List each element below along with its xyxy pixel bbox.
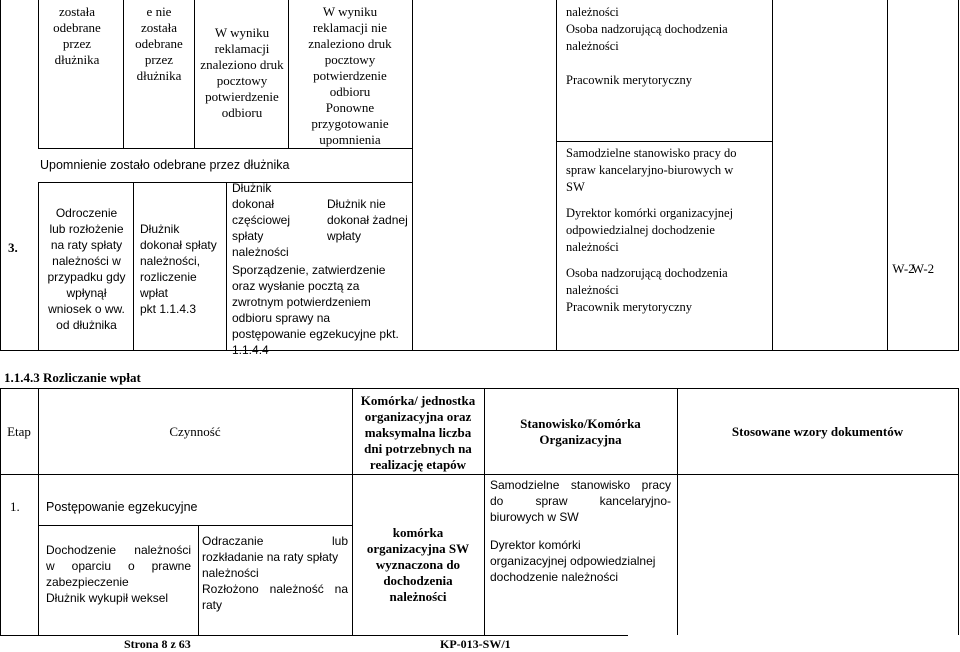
bottom-table-inner-divider: [38, 525, 352, 526]
step-number: 3.: [8, 240, 18, 255]
odroczenie-text: Odroczenie lub rozłożenie na raty spłaty należności w przypadku gdy wpłynął wniosek o ww. od dłużnika: [47, 206, 126, 332]
header-komorka: Komórka/ jednostka organizacyjna oraz maksymalna liczba dni potrzebnych na realizację etapów: [360, 393, 476, 472]
dluznik-splaty-text: Dłużnik dokonał spłaty należności, rozliczenie wpłat pkt 1.1.4.3: [140, 222, 217, 316]
top-table-col-divider: [123, 0, 124, 148]
top-table-right-border: [958, 0, 959, 350]
row-title: Postępowanie egzekucyjne: [46, 500, 198, 514]
row-number: 1.: [10, 499, 20, 514]
footer-rule: [0, 635, 628, 636]
bottom-table-top-border: [0, 388, 959, 389]
form-code-2: W-2: [911, 261, 935, 276]
stanowisko-text: Samodzielne stanowisko pracy do spraw kancelaryjno- biurowych w SW Dyrektor komórki organizacyjnej odpowiedzialnej dochodzenie należności: [490, 478, 671, 584]
bottom-table-inner-divider: [198, 525, 199, 635]
top-table-col-divider: [556, 0, 557, 350]
komorka-text: komórka organizacyjna SW wyznaczona do dochodzenia należności: [366, 525, 470, 604]
top-table-col-divider: [887, 0, 888, 350]
continued-text-col1: została odebrane przez dłużnika: [53, 4, 101, 67]
brak-wplaty-text: Dłużnik nie dokonał żadnej wpłaty: [327, 197, 408, 243]
top-table-col-divider: [226, 182, 227, 350]
header-czynnosc: Czynność: [169, 424, 221, 439]
header-wzory: Stosowane wzory dokumentów: [731, 424, 904, 439]
found-receipt-text: W wyniku reklamacji znaleziono druk pocztowy potwierdzenie odbioru: [200, 25, 284, 120]
upomnienie-heading: Upomnienie zostało odebrane przez dłużnika: [40, 158, 290, 172]
top-table-col-divider: [133, 182, 134, 350]
top-table-col-divider: [194, 0, 195, 148]
page-number: Strona 8 z 63: [124, 637, 191, 651]
top-table-row-divider: [38, 182, 412, 183]
odraczanie-text: Odraczanie lub rozkładanie na raty spłaty należności Rozłożono należność na raty: [202, 534, 348, 612]
top-table-col-divider: [412, 0, 413, 350]
not-found-receipt-text: W wyniku reklamacji nie znaleziono druk pocztowy potwierdzenie odbioru Ponowne przygotowanie upomnienia: [308, 4, 392, 147]
top-table-col-divider: [288, 0, 289, 148]
header-stanowisko: Stanowisko/Komórka Organizacyjna: [520, 416, 641, 447]
top-table-col-divider: [38, 182, 39, 350]
top-table-bottom-border: [0, 350, 959, 351]
top-table-col-divider: [772, 0, 773, 350]
sporzadzenie-text: Sporządzenie, zatwierdzenie oraz wysłanie pocztą za zwrotnym potwierdzeniem odbioru sprawy na postępowanie egzekucyjne pkt. 1.1.4.4: [232, 263, 399, 357]
czesciowa-splata-text: Dłużnik dokonał częściowej spłaty należności: [232, 181, 291, 259]
bottom-table-header-divider: [0, 474, 959, 475]
top-table-row-divider: [556, 141, 772, 142]
top-table-col-divider: [38, 0, 39, 148]
positions-top-text: należności Osoba nadzorującą dochodzenia należności Pracownik merytoryczny: [566, 5, 728, 87]
header-etap: Etap: [7, 424, 31, 439]
dochodzenie-text: Dochodzenie należności w oparciu o prawne zabezpieczenie Dłużnik wykupił weksel: [46, 543, 191, 605]
top-table-row-divider: [38, 148, 412, 149]
bottom-table-right-border: [958, 388, 959, 635]
document-code: KP-013-SW/1: [440, 637, 511, 651]
section-title: 1.1.4.3 Rozliczanie wpłat: [4, 370, 141, 385]
form-code-1: W-2: [892, 261, 915, 276]
top-table-left-border: [0, 0, 1, 350]
positions-bottom-text: Samodzielne stanowisko pracy do spraw kancelaryjno-biurowych w SW Dyrektor komórki organizacyjnej odpowiedzialnej dochodzenie należności Osoba nadzorującą dochodzenia należności Pracownik merytoryczny: [566, 146, 737, 314]
continued-text-col2: e nie została odebrane przez dłużnika: [135, 4, 183, 83]
